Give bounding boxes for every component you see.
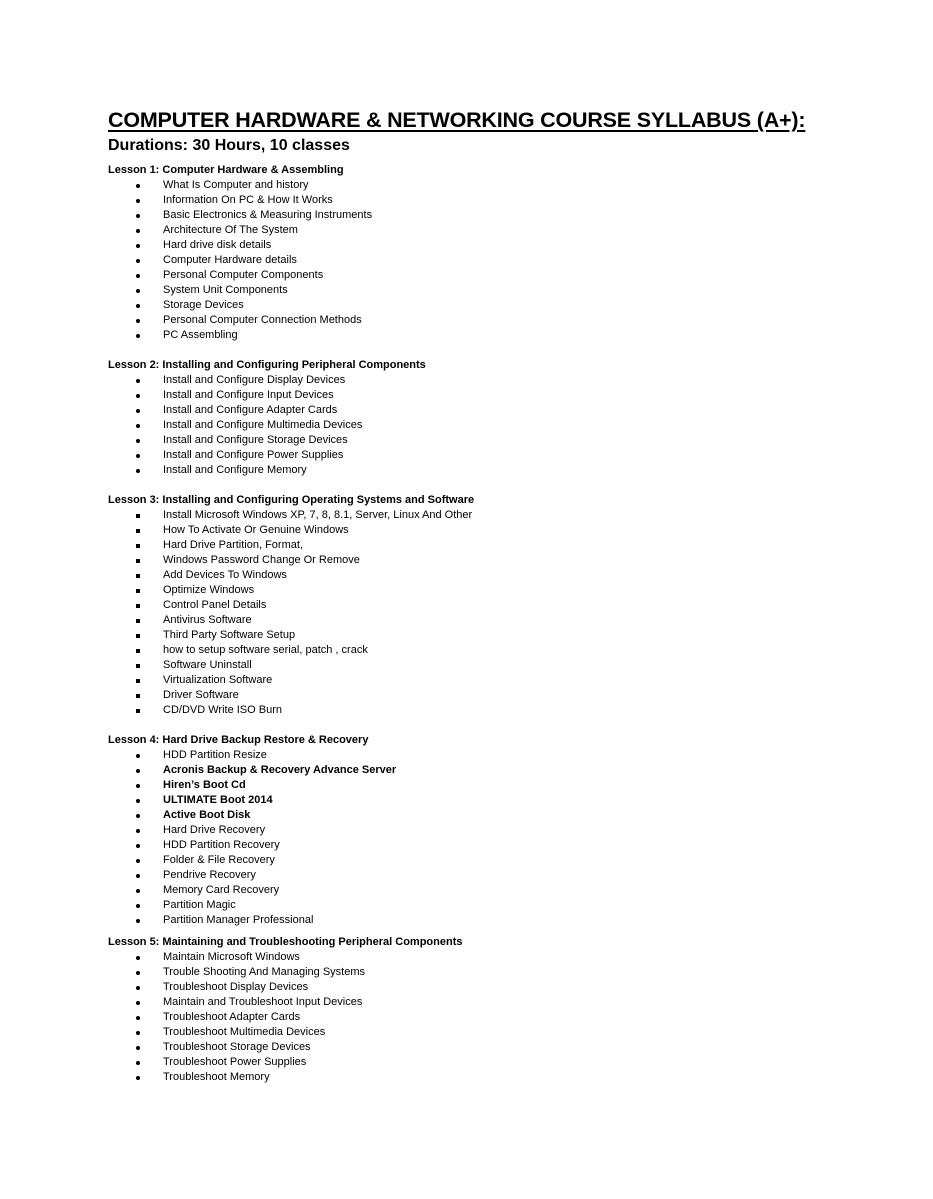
- lesson-section: [108, 935, 888, 1085]
- list-item: Install and Configure Multimedia Devices: [108, 418, 888, 433]
- list-item: ULTIMATE Boot 2014: [108, 793, 888, 808]
- lesson-section: [108, 358, 888, 478]
- lesson-section: [108, 493, 888, 718]
- list-item: Install and Configure Power Supplies: [108, 448, 888, 463]
- list-item: Computer Hardware details: [108, 253, 888, 268]
- list-item: Install and Configure Display Devices: [108, 373, 888, 388]
- list-item: Troubleshoot Storage Devices: [108, 1040, 888, 1055]
- lesson-item-list: [108, 508, 888, 718]
- list-item: Troubleshoot Power Supplies: [108, 1055, 888, 1070]
- list-item: Troubleshoot Display Devices: [108, 980, 888, 995]
- list-item: HDD Partition Resize: [108, 748, 888, 763]
- document-subtitle: Durations: 30 Hours, 10 classes: [108, 137, 350, 154]
- list-item: Antivirus Software: [108, 613, 888, 628]
- list-item: Maintain Microsoft Windows: [108, 950, 888, 965]
- list-item: Personal Computer Connection Methods: [108, 313, 888, 328]
- list-item: Install and Configure Input Devices: [108, 388, 888, 403]
- list-item: Hard Drive Recovery: [108, 823, 888, 838]
- lesson-item-list: [108, 950, 888, 1085]
- list-item: Storage Devices: [108, 298, 888, 313]
- lesson-heading: Lesson 4: Hard Drive Backup Restore & Recovery: [108, 734, 369, 746]
- list-item: Active Boot Disk: [108, 808, 888, 823]
- lesson-section: [108, 733, 888, 928]
- list-item: CD/DVD Write ISO Burn: [108, 703, 888, 718]
- list-item: Partition Manager Professional: [108, 913, 888, 928]
- list-item: Hard drive disk details: [108, 238, 888, 253]
- lesson-heading: Lesson 3: Installing and Configuring Operating Systems and Software: [108, 494, 475, 506]
- lesson-heading: Lesson 1: Computer Hardware & Assembling: [108, 164, 344, 176]
- list-item: Pendrive Recovery: [108, 868, 888, 883]
- list-item: Hiren’s Boot Cd: [108, 778, 888, 793]
- list-item: What Is Computer and history: [108, 178, 888, 193]
- list-item: Software Uninstall: [108, 658, 888, 673]
- list-item: Install and Configure Adapter Cards: [108, 403, 888, 418]
- list-item: Information On PC & How It Works: [108, 193, 888, 208]
- list-item: Basic Electronics & Measuring Instruments: [108, 208, 888, 223]
- document-title: COMPUTER HARDWARE & NETWORKING COURSE SYLLABUS (A+):: [108, 108, 806, 132]
- list-item: Virtualization Software: [108, 673, 888, 688]
- list-item: HDD Partition Recovery: [108, 838, 888, 853]
- list-item: Personal Computer Components: [108, 268, 888, 283]
- list-item: Acronis Backup & Recovery Advance Server: [108, 763, 888, 778]
- list-item: Driver Software: [108, 688, 888, 703]
- list-item: Troubleshoot Adapter Cards: [108, 1010, 888, 1025]
- lesson-item-list: [108, 178, 888, 343]
- list-item: Memory Card Recovery: [108, 883, 888, 898]
- list-item: Install and Configure Memory: [108, 463, 888, 478]
- lesson-section: [108, 163, 888, 343]
- list-item: Folder & File Recovery: [108, 853, 888, 868]
- list-item: Troubleshoot Memory: [108, 1070, 888, 1085]
- list-item: Install Microsoft Windows XP, 7, 8, 8.1, Server, Linux And Other: [108, 508, 888, 523]
- syllabus-page: [108, 106, 888, 1085]
- list-item: Architecture Of The System: [108, 223, 888, 238]
- list-item: how to setup software serial, patch , crack: [108, 643, 888, 658]
- list-item: Windows Password Change Or Remove: [108, 553, 888, 568]
- list-item: Third Party Software Setup: [108, 628, 888, 643]
- list-item: Install and Configure Storage Devices: [108, 433, 888, 448]
- list-item: Partition Magic: [108, 898, 888, 913]
- list-item: Control Panel Details: [108, 598, 888, 613]
- list-item: Trouble Shooting And Managing Systems: [108, 965, 888, 980]
- lesson-heading: Lesson 5: Maintaining and Troubleshooting Peripheral Components: [108, 936, 463, 948]
- lesson-item-list: [108, 748, 888, 928]
- lesson-item-list: [108, 373, 888, 478]
- lesson-heading: Lesson 2: Installing and Configuring Peripheral Components: [108, 359, 426, 371]
- list-item: Hard Drive Partition, Format,: [108, 538, 888, 553]
- list-item: Add Devices To Windows: [108, 568, 888, 583]
- list-item: Troubleshoot Multimedia Devices: [108, 1025, 888, 1040]
- list-item: Optimize Windows: [108, 583, 888, 598]
- list-item: PC Assembling: [108, 328, 888, 343]
- list-item: System Unit Components: [108, 283, 888, 298]
- list-item: Maintain and Troubleshoot Input Devices: [108, 995, 888, 1010]
- list-item: How To Activate Or Genuine Windows: [108, 523, 888, 538]
